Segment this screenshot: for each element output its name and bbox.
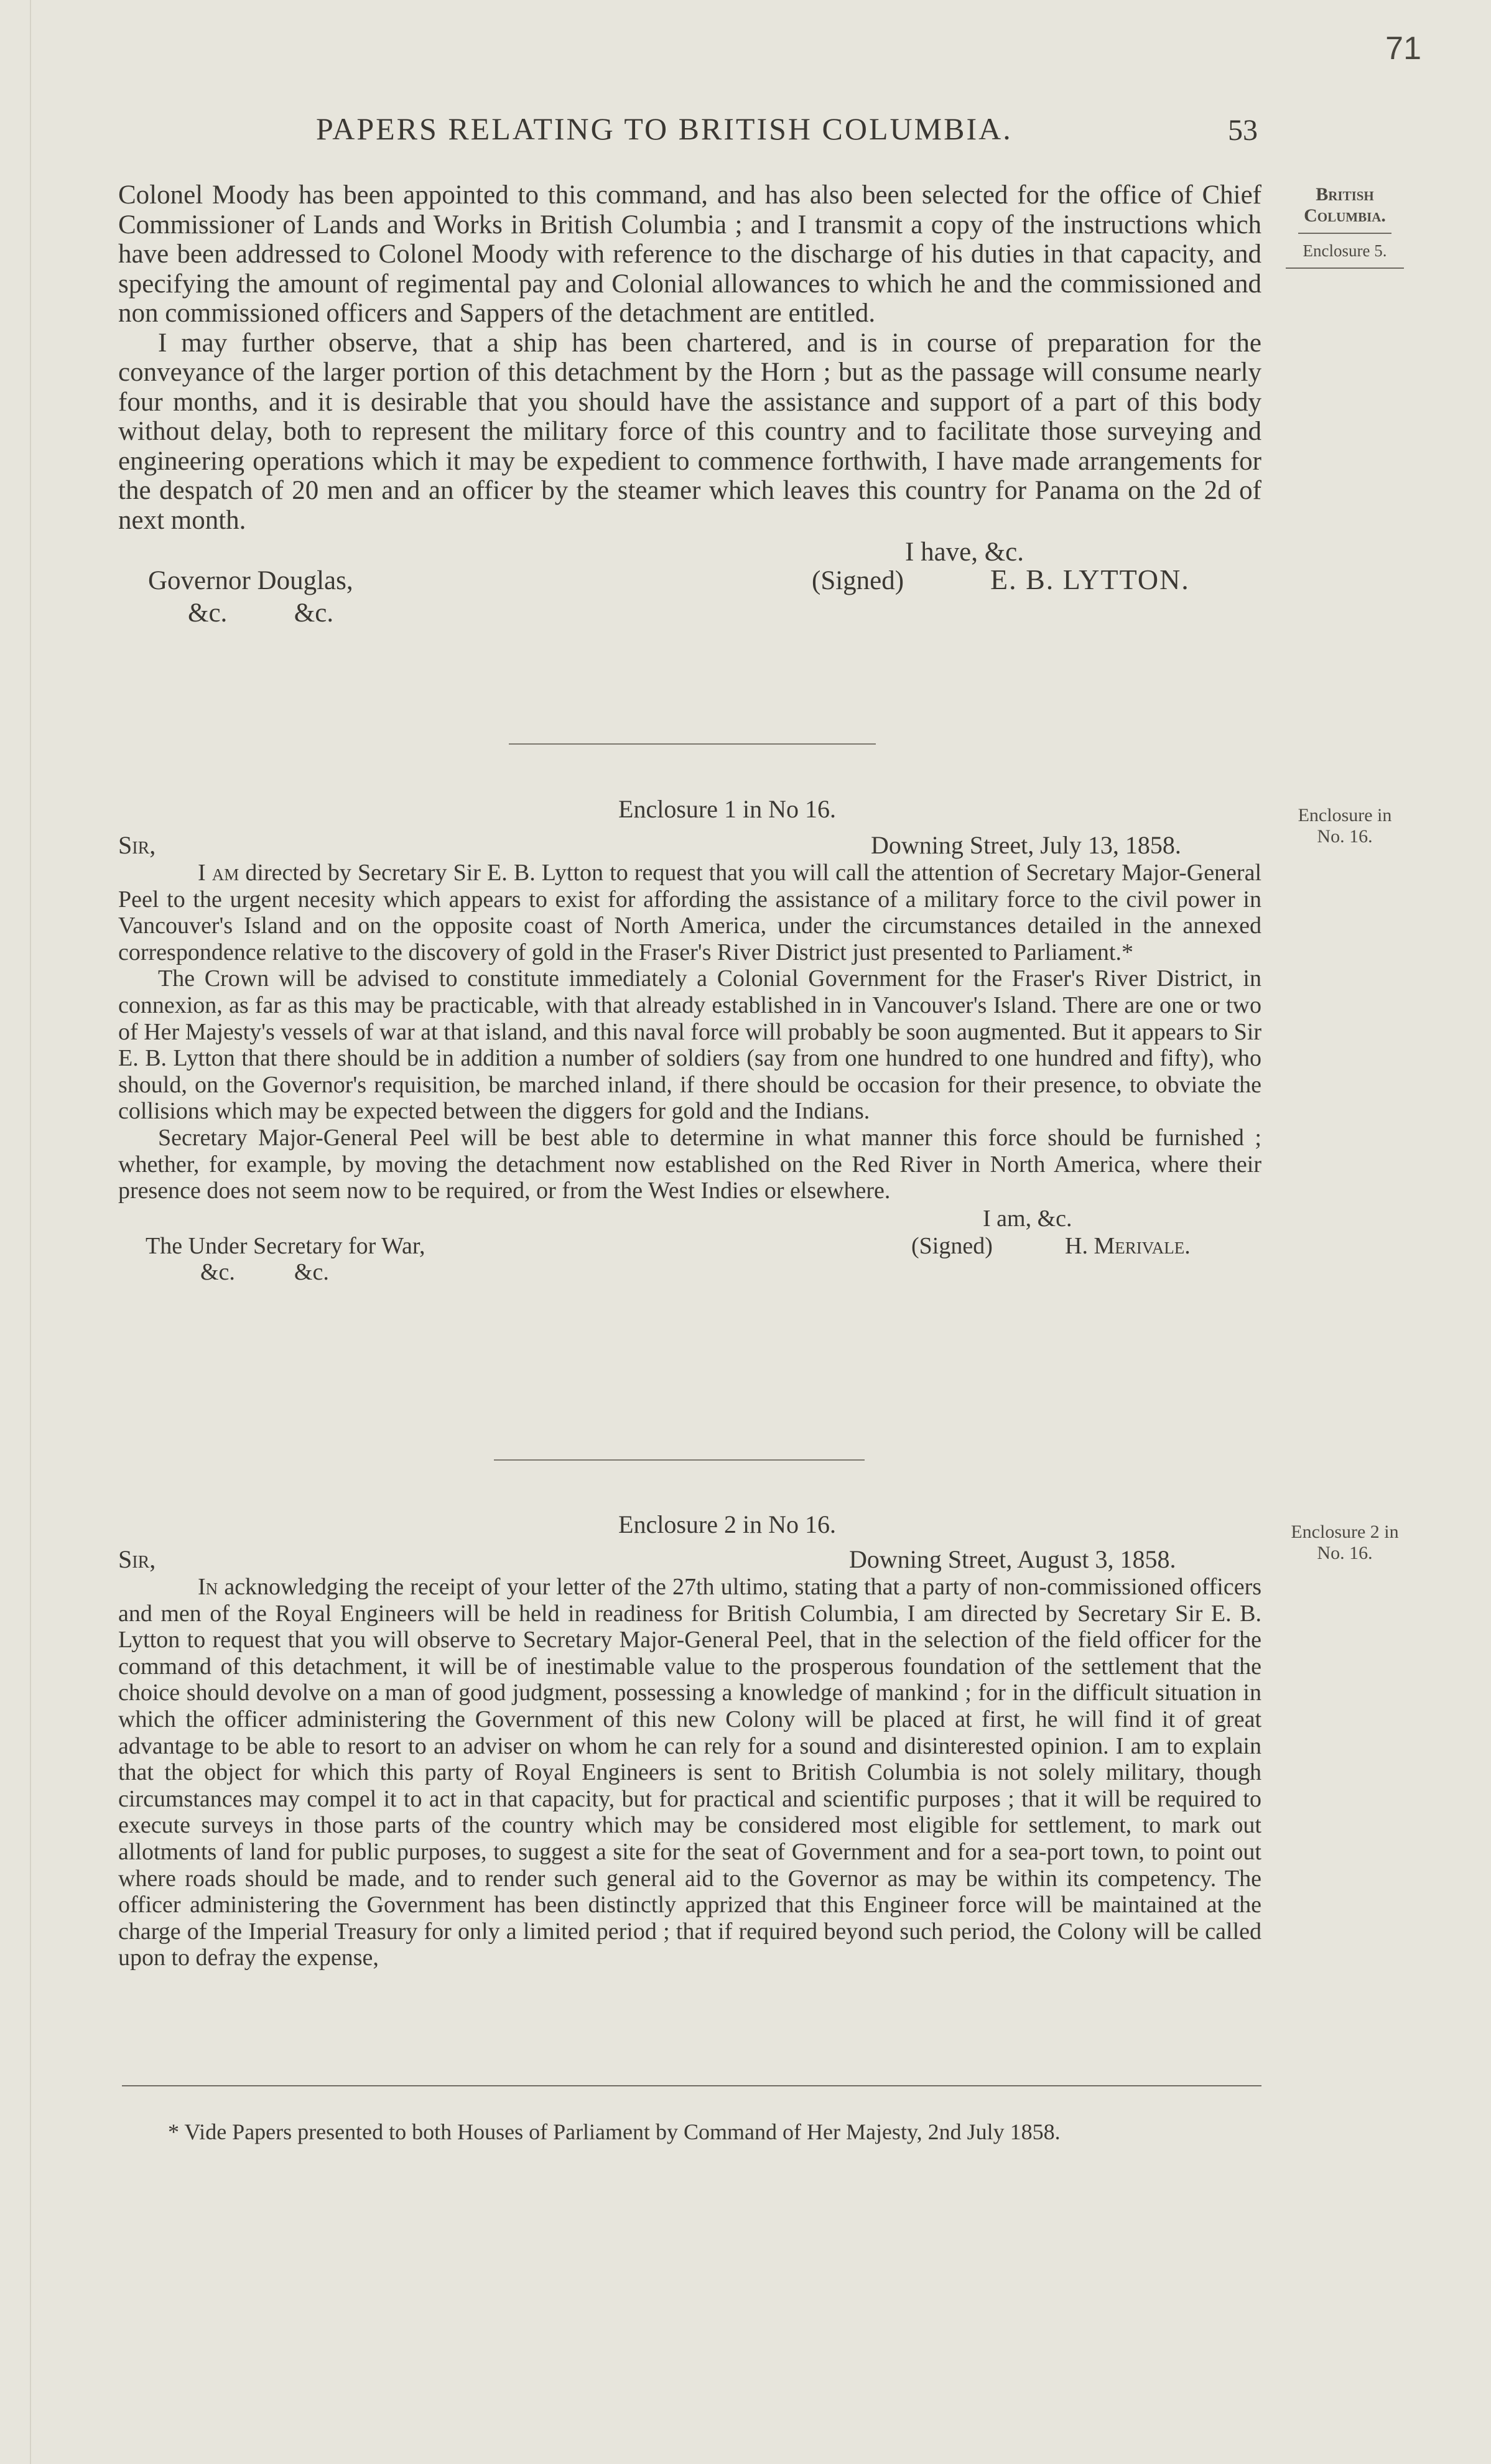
enclosure-1 xyxy=(118,796,1261,1285)
margin-note-line: British xyxy=(1316,184,1374,205)
paragraph: The Crown will be advised to constitute immediately a Colonial Government for the Fraser's River District, in connexion, as far as this may be practicable, with that already established in in Vancouver's Island. There are one or two of Her Majesty's vessels of war at that island, and this naval force will probably be soon augmented. But it appears to Sir E. B. Lytton that there should be in addition a number of soldiers (say from one hundred to one hundred and fifty), who should, on the Governor's requisition, be marched inland, if there should be occasion for their presence, to obviate the collisions which may be expected between the diggers for gold and the Indians. xyxy=(118,965,1261,1125)
margin-note-line: Enclosure in xyxy=(1298,805,1392,825)
letter-continuation xyxy=(118,180,1261,630)
margin-note-line: Enclosure 2 in xyxy=(1291,1522,1399,1542)
paragraph xyxy=(118,860,1261,965)
paragraph-text: acknowledging the receipt of your letter of the 27th ultimo, stating that a party of non-commissioned officers and men of the Royal Engineers will be held in readiness for British Columbia, I am directed by Secretary Sir E. B. Lytton to request that you will observe to Secretary Major-General Peel, that in the selection of the field officer for the command of this detachment, it will be of inestimable value to the prosperous foundation of the settlement that the choice should devolve on a man of good judgment, possessing a knowledge of mankind ; for in the difficult situation in which the officer administering the Government of this new Colony will be placed at first, he will find it of great advantage to be able to resort to an adviser on whom he can rely for a sound and disinterested opinion. I am to explain that the object for which this party of Royal Engineers is sent to British Columbia is not solely military, though circumstances may compel it to act in that capacity, but for practical and scientific purposes ; that it will be required to execute surveys in those parts of the country which may be considered most eligible for settlement, to mark out allotments of land for public purposes, to suggest a site for the seat of Government and for a sea-port town, to point out where roads should be made, and to render such general aid to the Governor as may be within its competency. The officer administering the Government has been distinctly apprized that this Engineer force will be maintained at the charge of the Imperial Treasury for only a limited period ; that if required beyond such period, the Colony will be called upon to defray the expense, xyxy=(118,1574,1262,1971)
enclosure-heading: Enclosure 2 in No 16. xyxy=(618,1510,836,1538)
paragraph xyxy=(118,1574,1261,1971)
closing: I have, &c. xyxy=(905,537,1024,567)
opening-word: In xyxy=(198,1574,218,1600)
margin-note-line: Enclosure 5. xyxy=(1303,241,1387,260)
signer: E. B. LYTTON. xyxy=(990,564,1190,595)
footnote: * Vide Papers presented to both Houses of Parliament by Command of Her Majesty, 2nd July 1858. xyxy=(168,2119,1061,2144)
margin-note-rule xyxy=(1298,233,1391,234)
margin-note-enclosure-2 xyxy=(1283,1522,1407,1564)
paragraph: Colonel Moody has been appointed to this command, and has also been selected for the office of Chief Commissioner of Lands and Works in British Columbia ; and I transmit a copy of the instructions which have been addressed to Colonel Moody with reference to the discharge of his duties in that capacity, and specifying the amount of regimental pay and Colonial allowances to which he and the commissioned and non commissioned officers and Sappers of the detachment are entitled. xyxy=(118,180,1261,328)
margin-note-british-columbia xyxy=(1283,184,1407,275)
margin-note-enclosure-1 xyxy=(1283,805,1407,847)
margin-note-line: No. 16. xyxy=(1317,1543,1373,1563)
dateline: Downing Street, August 3, 1858. xyxy=(849,1545,1176,1573)
signed-label: (Signed) xyxy=(812,566,904,595)
closing: I am, &c. xyxy=(983,1205,1072,1232)
running-head-title: PAPERS RELATING TO BRITISH COLUMBIA. xyxy=(316,111,1013,146)
salutation: Sir, xyxy=(118,831,156,859)
running-head-page: 53 xyxy=(1228,114,1258,147)
addressee: The Under Secretary for War, xyxy=(146,1232,425,1259)
margin-note-line: Columbia. xyxy=(1304,205,1386,226)
section-divider xyxy=(494,1459,865,1461)
opening-word: I am xyxy=(198,860,239,886)
enclosure-2 xyxy=(118,1512,1261,1971)
page-number: 71 xyxy=(1385,30,1421,67)
addressee-etc: &c. &c. xyxy=(188,598,334,628)
addressee: Governor Douglas, xyxy=(148,566,353,595)
page-gutter-edge xyxy=(30,0,31,2464)
signed-label: (Signed) xyxy=(911,1232,993,1259)
paragraph: Secretary Major-General Peel will be best able to determine in what manner this force should be furnished ; whether, for example, by moving the detachment now established on the Red River in North America, where their presence does not seem now to be required, or from the West Indies or elsewhere. xyxy=(118,1124,1261,1204)
paragraph: I may further observe, that a ship has been chartered, and is in course of preparation for the conveyance of the larger portion of this detachment by the Horn ; but as the passage will consume nearly four months, and it is desirable that you should have the assistance and support of a part of this body without delay, both to represent the military force of this country and to facilitate those surveying and engineering operations which it may be expedient to commence forthwith, I have made arrangements for the despatch of 20 men and an officer by the steamer which leaves this country for Panama on the 2d of next month. xyxy=(118,328,1261,535)
footnote-rule xyxy=(122,2085,1261,2086)
signer: H. Merivale. xyxy=(1065,1232,1191,1259)
salutation: Sir, xyxy=(118,1545,156,1573)
addressee-etc: &c. &c. xyxy=(200,1258,329,1285)
paragraph-text: directed by Secretary Sir E. B. Lytton to request that you will call the attention of Secretary Major-General Peel to the urgent necesity which appears to exist for affording the assistance of a military force to the civil power in Vancouver's Island and on the opposite coast of North America, under the circumstances detailed in the annexed correspondence relative to the discovery of gold in the Fraser's River District just presented to Parliament.* xyxy=(118,860,1261,965)
dateline: Downing Street, July 13, 1858. xyxy=(871,831,1181,859)
margin-note-line: No. 16. xyxy=(1317,826,1373,847)
enclosure-heading: Enclosure 1 in No 16. xyxy=(618,795,836,823)
section-divider xyxy=(509,743,876,745)
margin-note-rule xyxy=(1286,267,1404,269)
